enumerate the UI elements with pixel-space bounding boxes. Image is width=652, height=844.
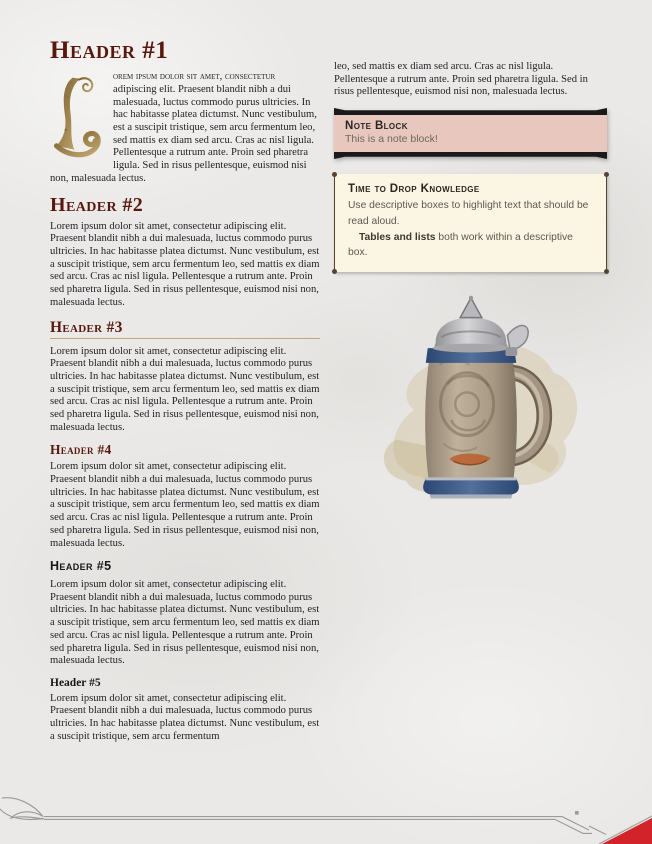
page-footer bbox=[0, 792, 652, 844]
corner-dot-icon bbox=[332, 269, 337, 274]
section-paragraph: Lorem ipsum dolor sit amet, consectetur adipiscing elit. Praesent blandit nibh a dui malesuada, luctus commodo purus ultricies. In hac habitasse platea dictumst. Nunc vestibulum, est a suscipit tristique, sem arcu fermentum leo, sed mattis ex diam sed arcu. Cras ac nisl ligula. Pellentesque a rutrum ante. Proin sed pharetra ligula. Sed in risus pellentesque, euismod nisi non, malesuada lectus. bbox=[50, 461, 320, 549]
intro-body: adipiscing elit. Praesent blandit nibh a dui malesuada, luctus commodo purus ultricies. In hac habitasse platea dictumst. Nunc vestibulum, est a suscipit tristique, sem arcu fermentum leo, sed mattis ex diam sed arcu. Cras ac nisl ligula. Pellentesque a rutrum ante. Proin sed pharetra ligula. Sed in risus pellentesque, euismod nisi non, malesuada lectus. bbox=[50, 83, 317, 184]
section-paragraph: Lorem ipsum dolor sit amet, consectetur adipiscing elit. Praesent blandit nibh a dui malesuada, luctus commodo purus ultricies. In hac habitasse platea dictumst. Nunc vestibulum, est a suscipit tristique, sem arcu fermentum leo, sed mattis ex diam sed arcu. Cras ac nisl ligula. Pellentesque a rutrum ante. Proin sed pharetra ligula. Sed in risus pellentesque, euismod nisi non, malesuada lectus. bbox=[50, 220, 320, 308]
section-header-5-bold: Header #5 bbox=[50, 676, 101, 689]
note-block-text: This is a note block! bbox=[345, 133, 438, 146]
descriptive-box-line1: Use descriptive boxes to highlight text that should be read aloud. bbox=[348, 200, 589, 227]
footer-flourish-icon bbox=[0, 798, 44, 820]
descriptive-box-line2 bbox=[348, 230, 593, 261]
note-block-body bbox=[334, 115, 607, 152]
section-paragraph: Lorem ipsum dolor sit amet, consectetur adipiscing elit. Praesent blandit nibh a dui malesuada, luctus commodo purus ultricies. In hac habitasse platea dictumst. Nunc vestibulum, est a suscipit tristique, sem arcu fermentum leo, sed mattis ex diam sed arcu. Cras ac nisl ligula. Pellentesque a rutrum ante. Proin sed pharetra ligula. Sed in risus pellentesque, euismod nisi non, malesuada lectus. bbox=[50, 345, 320, 433]
note-block-top-border bbox=[334, 108, 607, 115]
section-paragraph-truncated: Lorem ipsum dolor sit amet, consectetur adipiscing elit. Praesent blandit nibh a dui malesuada, luctus commodo purus ultricies. In hac habitasse platea dictumst. Nunc vestibulum, est a suscipit tristique, sem arcu fermentum bbox=[50, 692, 320, 742]
section-header-5: Header #5 bbox=[50, 559, 112, 574]
corner-dot-icon bbox=[604, 172, 609, 177]
descriptive-box-line2-rest: both work within a descriptive box. bbox=[348, 231, 573, 259]
section-paragraph: Lorem ipsum dolor sit amet, consectetur adipiscing elit. Praesent blandit nibh a dui malesuada, luctus commodo purus ultricies. In hac habitasse platea dictumst. Nunc vestibulum, est a suscipit tristique, sem arcu fermentum leo, sed mattis ex diam sed arcu. Cras ac nisl ligula. Pellentesque a rutrum ante. Proin sed pharetra ligula. Sed in risus pellentesque, euismod nisi non, malesuada lectus. bbox=[50, 578, 320, 667]
section-header-3: Header #3 bbox=[50, 319, 320, 339]
footer-square-dot bbox=[575, 811, 579, 815]
descriptive-box bbox=[334, 174, 607, 272]
right-column bbox=[334, 38, 607, 792]
intro-smallcaps-lead: orem ipsum dolor sit amet, consectetur bbox=[113, 71, 276, 83]
note-block bbox=[334, 108, 607, 159]
corner-dot-icon bbox=[604, 269, 609, 274]
section-header-1: Header #1 bbox=[50, 37, 169, 64]
intro-paragraph bbox=[50, 71, 320, 185]
note-block-bottom-border bbox=[334, 152, 607, 159]
page-corner-triangle bbox=[599, 816, 652, 844]
column-overflow-paragraph: leo, sed mattis ex diam sed arcu. Cras ac nisl ligula. Pellentesque a rutrum ante. Proin sed pharetra ligula. Sed in risus pellentesque, euismod nisi non, malesuada lectus. bbox=[334, 61, 588, 98]
section-header-2: Header #2 bbox=[50, 193, 144, 216]
drop-cap-letter-icon bbox=[50, 74, 106, 161]
left-column bbox=[50, 38, 320, 792]
beer-stein-illustration bbox=[353, 294, 589, 501]
descriptive-box-title: Time to Drop Knowledge bbox=[348, 183, 480, 196]
corner-dot-icon bbox=[332, 172, 337, 177]
descriptive-box-line2-bold: Tables and lists bbox=[359, 231, 436, 243]
footer-rule bbox=[44, 817, 606, 835]
section-header-4: Header #4 bbox=[50, 442, 112, 458]
page-corner-red bbox=[602, 818, 652, 844]
note-block-title: Note Block bbox=[345, 120, 408, 133]
